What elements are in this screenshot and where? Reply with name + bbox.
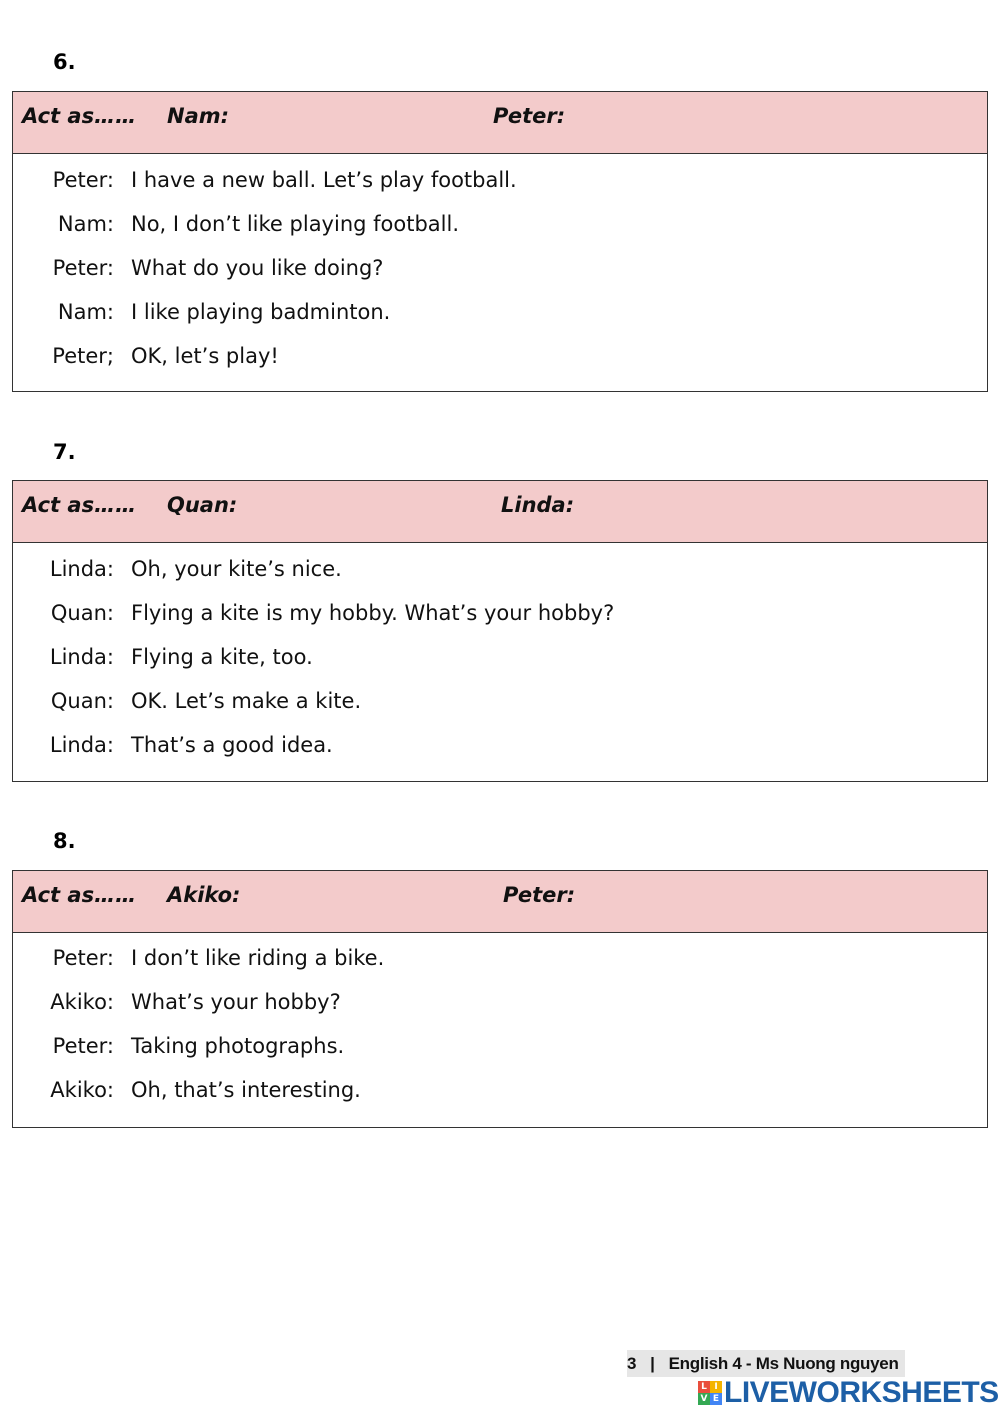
footer-separator: | bbox=[650, 1354, 655, 1373]
utterance: Flying a kite, too. bbox=[131, 645, 313, 669]
utterance: Oh, that’s interesting. bbox=[131, 1078, 361, 1102]
utterance: That’s a good idea. bbox=[131, 733, 333, 757]
speaker: Quan: bbox=[50, 601, 114, 625]
dialog-box-7 bbox=[12, 480, 988, 782]
utterance: Oh, your kite’s nice. bbox=[131, 557, 342, 581]
exercise-number: 6. bbox=[53, 50, 76, 74]
speaker: Peter: bbox=[52, 168, 114, 192]
act-as-label: Act as…… bbox=[22, 883, 137, 907]
speaker: Akiko: bbox=[50, 1078, 114, 1102]
dialog-header bbox=[13, 481, 987, 543]
exercise-number: 8. bbox=[53, 829, 76, 853]
liveworksheets-logo-icon bbox=[698, 1381, 722, 1405]
role-1-label: Nam: bbox=[167, 104, 230, 128]
liveworksheets-wordmark: LIVEWORKSHEETS bbox=[724, 1376, 999, 1409]
dialog-header bbox=[13, 871, 987, 933]
speaker: Peter: bbox=[52, 1034, 114, 1058]
utterance: Flying a kite is my hobby. What’s your hobby? bbox=[131, 601, 615, 625]
speaker: Linda: bbox=[49, 557, 114, 581]
utterance: I don’t like riding a bike. bbox=[131, 946, 385, 970]
speaker: Linda: bbox=[49, 645, 114, 669]
act-as-label: Act as…… bbox=[22, 104, 137, 128]
speaker: Nam: bbox=[57, 300, 114, 324]
utterance: Taking photographs. bbox=[131, 1034, 345, 1058]
utterance: No, I don’t like playing football. bbox=[131, 212, 460, 236]
role-1-label: Quan: bbox=[167, 493, 238, 517]
utterance: What do you like doing? bbox=[131, 256, 384, 280]
role-2-label: Peter: bbox=[493, 104, 566, 128]
role-2-label: Linda: bbox=[501, 493, 575, 517]
logo-letter: V bbox=[698, 1393, 710, 1405]
dialog-box-8 bbox=[12, 870, 988, 1128]
speaker: Linda: bbox=[49, 733, 114, 757]
dialog-box-6 bbox=[12, 91, 988, 392]
page-number: 3 bbox=[627, 1354, 637, 1373]
liveworksheets-brand[interactable] bbox=[698, 1376, 999, 1410]
speaker: Peter: bbox=[52, 256, 114, 280]
speaker: Peter: bbox=[52, 946, 114, 970]
act-as-label: Act as…… bbox=[22, 493, 137, 517]
logo-letter: I bbox=[710, 1381, 722, 1393]
exercise-number: 7. bbox=[53, 440, 76, 464]
speaker: Nam: bbox=[57, 212, 114, 236]
utterance: I like playing badminton. bbox=[131, 300, 391, 324]
speaker: Quan: bbox=[50, 689, 114, 713]
utterance: OK. Let’s make a kite. bbox=[131, 689, 362, 713]
logo-letter: E bbox=[710, 1393, 722, 1405]
page-footer bbox=[627, 1350, 905, 1377]
role-1-label: Akiko: bbox=[167, 883, 241, 907]
role-2-label: Peter: bbox=[503, 883, 576, 907]
logo-letter: L bbox=[698, 1381, 710, 1393]
speaker: Akiko: bbox=[50, 990, 114, 1014]
speaker: Peter; bbox=[52, 344, 114, 368]
utterance: I have a new ball. Let’s play football. bbox=[131, 168, 517, 192]
utterance: OK, let’s play! bbox=[131, 344, 279, 368]
dialog-header bbox=[13, 92, 987, 154]
course-title: English 4 - Ms Nuong nguyen bbox=[668, 1354, 899, 1373]
utterance: What’s your hobby? bbox=[131, 990, 341, 1014]
